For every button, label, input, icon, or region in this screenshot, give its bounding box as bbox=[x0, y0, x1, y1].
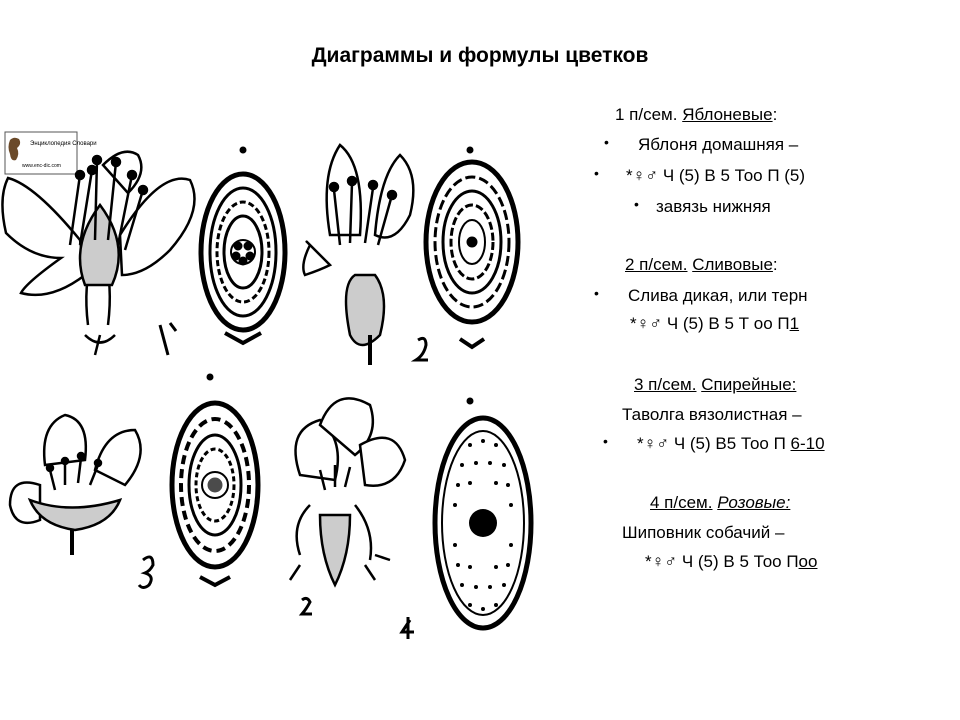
family-3-formula-main: *♀♂ Ч (5) В5 Тоо П bbox=[637, 434, 791, 453]
encyclopedia-badge bbox=[5, 132, 97, 174]
apple-floral-diagram bbox=[201, 147, 285, 343]
family-2-formula-main: *♀♂ Ч (5) В 5 Т оо П bbox=[630, 314, 790, 333]
family-2-formula bbox=[630, 314, 799, 334]
dog-rose-floral-diagram bbox=[435, 398, 531, 628]
plum-floral-diagram bbox=[426, 147, 518, 347]
family-1-suffix: : bbox=[772, 105, 778, 124]
flower-diagrams-figure bbox=[0, 125, 535, 670]
dog-rose-flower-drawing bbox=[290, 398, 414, 639]
bullet: • bbox=[603, 433, 608, 449]
meadowsweet-flower-drawing bbox=[10, 415, 153, 588]
family-1-formula: *♀♂ Ч (5) В 5 Тоо П (5) bbox=[626, 166, 806, 185]
badge-url: www.enc-dic.com bbox=[22, 163, 61, 169]
family-4-species: Шиповник собачий – bbox=[622, 523, 785, 542]
family-2-formula-tail: 1 bbox=[789, 314, 800, 333]
family-2-heading bbox=[625, 255, 778, 275]
family-4-formula bbox=[645, 552, 817, 572]
family-3-formula bbox=[637, 434, 825, 454]
family-4-prefix: 4 п/сем. bbox=[650, 493, 713, 512]
slide-title: Диаграммы и формулы цветков bbox=[311, 44, 649, 67]
family-4-heading bbox=[650, 493, 790, 513]
flower-diagrams-svg bbox=[0, 125, 535, 670]
family-1-note: завязь нижняя bbox=[656, 197, 771, 216]
meadowsweet-floral-diagram bbox=[172, 374, 258, 585]
bullet: • bbox=[594, 285, 599, 301]
family-1-name: Яблоневые bbox=[682, 105, 773, 124]
family-2-name: Сливовые bbox=[692, 255, 773, 274]
family-2-species: Слива дикая, или терн bbox=[628, 286, 808, 305]
family-1-heading bbox=[615, 105, 777, 125]
plum-flower-drawing bbox=[303, 145, 428, 365]
badge-title: Энциклопедия Словари bbox=[30, 141, 97, 147]
family-4-formula-tail: оо bbox=[798, 552, 818, 571]
family-4-formula-main: *♀♂ Ч (5) В 5 Тоо П bbox=[645, 552, 799, 571]
family-3-species: Таволга вязолистная – bbox=[622, 405, 802, 424]
bullet: • bbox=[594, 165, 599, 181]
family-3-formula-tail: 6-10 bbox=[790, 434, 825, 453]
family-3-prefix: 3 п/сем. bbox=[634, 375, 697, 394]
family-1-species: Яблоня домашняя – bbox=[638, 135, 799, 154]
apple-flower-drawing bbox=[2, 152, 194, 355]
family-3-name: Спирейные: bbox=[701, 375, 797, 394]
bullet: • bbox=[604, 134, 609, 150]
family-3-heading bbox=[634, 375, 796, 395]
family-1-prefix: 1 п/сем. bbox=[615, 105, 678, 124]
family-4-name: Розовые: bbox=[717, 493, 791, 512]
family-2-suffix: : bbox=[772, 255, 778, 274]
bullet: • bbox=[634, 196, 639, 212]
family-2-prefix: 2 п/сем. bbox=[625, 255, 688, 274]
